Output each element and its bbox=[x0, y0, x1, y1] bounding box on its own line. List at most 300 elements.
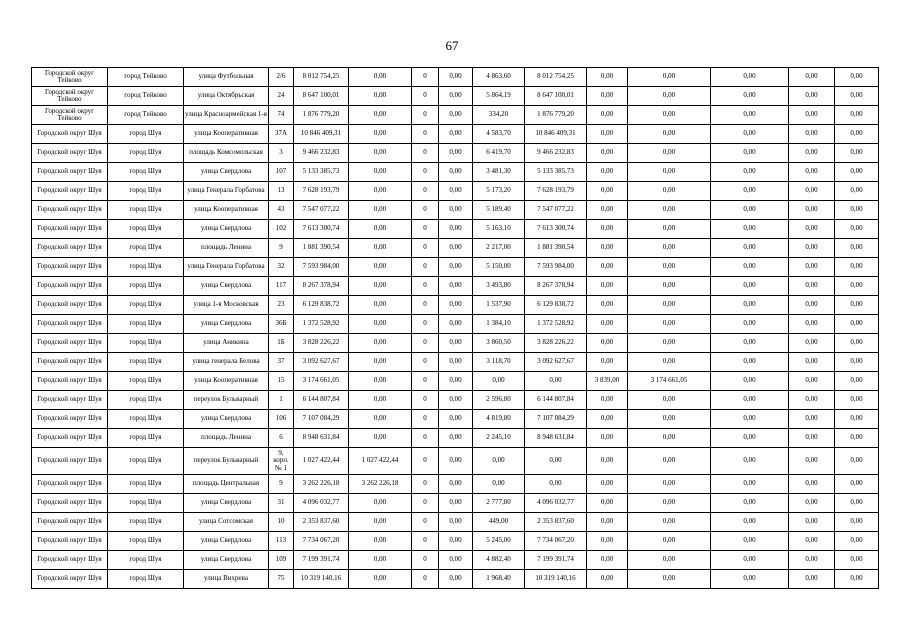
house-number-cell: 109 bbox=[269, 551, 294, 570]
area-col-5-cell: 449,00 bbox=[473, 513, 525, 532]
area-col-5-cell: 4 863,60 bbox=[473, 68, 525, 87]
area-col-5-cell: 2 245,10 bbox=[473, 429, 525, 448]
street-cell: улица Кооперативная bbox=[184, 201, 269, 220]
cost-col-8-cell: 0,00 bbox=[628, 570, 711, 589]
cost-col-2-cell: 0,00 bbox=[349, 106, 412, 125]
cost-col-10-cell: 0,00 bbox=[789, 106, 835, 125]
table-row bbox=[32, 513, 879, 532]
total-cost-cell: 2 353 837,60 bbox=[294, 513, 349, 532]
settlement-cell: город Шуя bbox=[108, 475, 184, 494]
settlement-cell: город Шуя bbox=[108, 391, 184, 410]
cost-col-4-cell: 0,00 bbox=[439, 372, 473, 391]
total-cost-cell: 4 096 032,77 bbox=[294, 494, 349, 513]
table-row bbox=[32, 106, 879, 125]
municipality-cell: Городской округ Шуя bbox=[32, 391, 108, 410]
cost-col-8-cell: 0,00 bbox=[628, 513, 711, 532]
street-cell: улица Кооперативная bbox=[184, 125, 269, 144]
cost-col-6-cell: 7 547 077,22 bbox=[525, 201, 587, 220]
cost-col-9-cell: 0,00 bbox=[711, 106, 789, 125]
cost-col-2-cell: 0,00 bbox=[349, 513, 412, 532]
house-number-cell: 24 bbox=[269, 87, 294, 106]
cost-col-11-cell: 0,00 bbox=[835, 163, 879, 182]
table-body bbox=[32, 68, 879, 589]
settlement-cell: город Шуя bbox=[108, 144, 184, 163]
cost-col-10-cell: 0,00 bbox=[789, 144, 835, 163]
area-col-5-cell: 3 860,50 bbox=[473, 334, 525, 353]
settlement-cell: город Шуя bbox=[108, 277, 184, 296]
municipality-cell: Городской округ Шуя bbox=[32, 201, 108, 220]
cost-col-4-cell: 0,00 bbox=[439, 296, 473, 315]
house-number-cell: 37А bbox=[269, 125, 294, 144]
page-number: 67 bbox=[445, 38, 459, 53]
house-number-cell: 74 bbox=[269, 106, 294, 125]
count-col-3-cell: 0 bbox=[412, 277, 439, 296]
settlement-cell: город Шуя bbox=[108, 182, 184, 201]
municipality-cell: Городской округ Шуя bbox=[32, 410, 108, 429]
table-row bbox=[32, 391, 879, 410]
cost-col-8-cell: 3 174 661,05 bbox=[628, 372, 711, 391]
cost-col-6-cell: 10 319 140,16 bbox=[525, 570, 587, 589]
settlement-cell: город Тейково bbox=[108, 106, 184, 125]
cost-col-4-cell: 0,00 bbox=[439, 334, 473, 353]
cost-col-6-cell: 3 828 226,22 bbox=[525, 334, 587, 353]
cost-col-9-cell: 0,00 bbox=[711, 125, 789, 144]
cost-col-10-cell: 0,00 bbox=[789, 182, 835, 201]
cost-col-11-cell: 0,00 bbox=[835, 201, 879, 220]
cost-col-11-cell: 0,00 bbox=[835, 258, 879, 277]
cost-col-8-cell: 0,00 bbox=[628, 106, 711, 125]
cost-col-10-cell: 0,00 bbox=[789, 296, 835, 315]
settlement-cell: город Шуя bbox=[108, 201, 184, 220]
total-cost-cell: 1 876 779,20 bbox=[294, 106, 349, 125]
cost-col-9-cell: 0,00 bbox=[711, 258, 789, 277]
municipality-cell: Городской округ Тейково bbox=[32, 87, 108, 106]
street-cell: площадь Ленина bbox=[184, 239, 269, 258]
house-number-cell: 32 bbox=[269, 258, 294, 277]
area-col-7-cell: 0,00 bbox=[587, 144, 628, 163]
settlement-cell: город Тейково bbox=[108, 87, 184, 106]
total-cost-cell: 3 262 226,18 bbox=[294, 475, 349, 494]
table-row bbox=[32, 353, 879, 372]
area-col-5-cell: 1 537,90 bbox=[473, 296, 525, 315]
cost-col-11-cell: 0,00 bbox=[835, 68, 879, 87]
total-cost-cell: 8 012 754,25 bbox=[294, 68, 349, 87]
area-col-7-cell: 0,00 bbox=[587, 353, 628, 372]
count-col-3-cell: 0 bbox=[412, 494, 439, 513]
total-cost-cell: 7 199 391,74 bbox=[294, 551, 349, 570]
cost-col-6-cell: 8 647 100,01 bbox=[525, 87, 587, 106]
area-col-5-cell: 5 173,20 bbox=[473, 182, 525, 201]
total-cost-cell: 3 092 627,67 bbox=[294, 353, 349, 372]
cost-col-6-cell: 4 096 032,77 bbox=[525, 494, 587, 513]
area-col-5-cell: 4 583,70 bbox=[473, 125, 525, 144]
cost-col-9-cell: 0,00 bbox=[711, 334, 789, 353]
count-col-3-cell: 0 bbox=[412, 87, 439, 106]
municipality-cell: Городской округ Шуя bbox=[32, 239, 108, 258]
cost-col-2-cell: 3 262 226,18 bbox=[349, 475, 412, 494]
street-cell: площадь Центральная bbox=[184, 475, 269, 494]
cost-col-2-cell: 0,00 bbox=[349, 532, 412, 551]
municipality-cell: Городской округ Тейково bbox=[32, 106, 108, 125]
cost-col-9-cell: 0,00 bbox=[711, 144, 789, 163]
cost-col-8-cell: 0,00 bbox=[628, 353, 711, 372]
cost-col-9-cell: 0,00 bbox=[711, 353, 789, 372]
cost-col-8-cell: 0,00 bbox=[628, 532, 711, 551]
house-number-cell: 2/6 bbox=[269, 68, 294, 87]
table-row bbox=[32, 182, 879, 201]
cost-col-6-cell: 1 881 390,54 bbox=[525, 239, 587, 258]
cost-col-2-cell: 0,00 bbox=[349, 494, 412, 513]
total-cost-cell: 9 466 232,83 bbox=[294, 144, 349, 163]
area-col-5-cell: 0,00 bbox=[473, 448, 525, 475]
cost-col-10-cell: 0,00 bbox=[789, 429, 835, 448]
area-col-5-cell: 334,20 bbox=[473, 106, 525, 125]
cost-col-4-cell: 0,00 bbox=[439, 532, 473, 551]
cost-col-9-cell: 0,00 bbox=[711, 201, 789, 220]
count-col-3-cell: 0 bbox=[412, 448, 439, 475]
street-cell: переулок Бульварный bbox=[184, 391, 269, 410]
table-row bbox=[32, 551, 879, 570]
house-number-cell: 23 bbox=[269, 296, 294, 315]
house-number-cell: 10 bbox=[269, 513, 294, 532]
cost-col-8-cell: 0,00 bbox=[628, 448, 711, 475]
area-col-7-cell: 0,00 bbox=[587, 334, 628, 353]
cost-col-11-cell: 0,00 bbox=[835, 532, 879, 551]
cost-col-9-cell: 0,00 bbox=[711, 494, 789, 513]
area-col-7-cell: 0,00 bbox=[587, 570, 628, 589]
cost-col-11-cell: 0,00 bbox=[835, 410, 879, 429]
cost-col-10-cell: 0,00 bbox=[789, 201, 835, 220]
cost-col-6-cell: 5 133 385,73 bbox=[525, 163, 587, 182]
cost-col-11-cell: 0,00 bbox=[835, 144, 879, 163]
municipality-cell: Городской округ Шуя bbox=[32, 372, 108, 391]
cost-col-11-cell: 0,00 bbox=[835, 239, 879, 258]
street-cell: улица Свердлова bbox=[184, 315, 269, 334]
cost-col-4-cell: 0,00 bbox=[439, 448, 473, 475]
cost-col-11-cell: 0,00 bbox=[835, 220, 879, 239]
cost-col-2-cell: 0,00 bbox=[349, 391, 412, 410]
cost-col-4-cell: 0,00 bbox=[439, 163, 473, 182]
table-row bbox=[32, 258, 879, 277]
house-number-cell: 113 bbox=[269, 532, 294, 551]
house-number-cell: 13 bbox=[269, 182, 294, 201]
housing-register-table bbox=[31, 67, 879, 589]
cost-col-4-cell: 0,00 bbox=[439, 125, 473, 144]
cost-col-4-cell: 0,00 bbox=[439, 551, 473, 570]
cost-col-4-cell: 0,00 bbox=[439, 494, 473, 513]
house-number-cell: 37 bbox=[269, 353, 294, 372]
total-cost-cell: 6 144 807,84 bbox=[294, 391, 349, 410]
municipality-cell: Городской округ Шуя bbox=[32, 494, 108, 513]
cost-col-6-cell: 2 353 837,60 bbox=[525, 513, 587, 532]
cost-col-6-cell: 1 372 528,92 bbox=[525, 315, 587, 334]
area-col-5-cell: 5 163,10 bbox=[473, 220, 525, 239]
total-cost-cell: 8 647 100,01 bbox=[294, 87, 349, 106]
municipality-cell: Городской округ Шуя bbox=[32, 125, 108, 144]
cost-col-4-cell: 0,00 bbox=[439, 429, 473, 448]
cost-col-2-cell: 0,00 bbox=[349, 570, 412, 589]
count-col-3-cell: 0 bbox=[412, 125, 439, 144]
area-col-5-cell: 5 150,00 bbox=[473, 258, 525, 277]
table-row bbox=[32, 201, 879, 220]
table-row bbox=[32, 239, 879, 258]
cost-col-10-cell: 0,00 bbox=[789, 570, 835, 589]
cost-col-4-cell: 0,00 bbox=[439, 201, 473, 220]
cost-col-11-cell: 0,00 bbox=[835, 334, 879, 353]
cost-col-11-cell: 0,00 bbox=[835, 513, 879, 532]
table-row bbox=[32, 570, 879, 589]
total-cost-cell: 6 129 838,72 bbox=[294, 296, 349, 315]
municipality-cell: Городской округ Шуя bbox=[32, 220, 108, 239]
area-col-5-cell: 5 864,19 bbox=[473, 87, 525, 106]
cost-col-2-cell: 0,00 bbox=[349, 201, 412, 220]
municipality-cell: Городской округ Шуя bbox=[32, 163, 108, 182]
cost-col-8-cell: 0,00 bbox=[628, 239, 711, 258]
cost-col-10-cell: 0,00 bbox=[789, 353, 835, 372]
cost-col-6-cell: 7 613 300,74 bbox=[525, 220, 587, 239]
cost-col-6-cell: 8 012 754,25 bbox=[525, 68, 587, 87]
settlement-cell: город Шуя bbox=[108, 410, 184, 429]
cost-col-2-cell: 0,00 bbox=[349, 277, 412, 296]
cost-col-9-cell: 0,00 bbox=[711, 570, 789, 589]
area-col-7-cell: 0,00 bbox=[587, 220, 628, 239]
cost-col-6-cell: 3 092 627,67 bbox=[525, 353, 587, 372]
cost-col-10-cell: 0,00 bbox=[789, 163, 835, 182]
cost-col-4-cell: 0,00 bbox=[439, 68, 473, 87]
cost-col-2-cell: 0,00 bbox=[349, 220, 412, 239]
table-row bbox=[32, 532, 879, 551]
count-col-3-cell: 0 bbox=[412, 68, 439, 87]
total-cost-cell: 1 372 528,92 bbox=[294, 315, 349, 334]
cost-col-2-cell: 0,00 bbox=[349, 372, 412, 391]
cost-col-8-cell: 0,00 bbox=[628, 258, 711, 277]
area-col-7-cell: 0,00 bbox=[587, 182, 628, 201]
area-col-7-cell: 0,00 bbox=[587, 201, 628, 220]
total-cost-cell: 10 319 140,16 bbox=[294, 570, 349, 589]
settlement-cell: город Шуя bbox=[108, 258, 184, 277]
area-col-7-cell: 0,00 bbox=[587, 551, 628, 570]
cost-col-8-cell: 0,00 bbox=[628, 475, 711, 494]
count-col-3-cell: 0 bbox=[412, 410, 439, 429]
municipality-cell: Городской округ Шуя bbox=[32, 429, 108, 448]
table-row bbox=[32, 494, 879, 513]
cost-col-9-cell: 0,00 bbox=[711, 315, 789, 334]
cost-col-11-cell: 0,00 bbox=[835, 296, 879, 315]
total-cost-cell: 8 948 631,84 bbox=[294, 429, 349, 448]
cost-col-2-cell: 0,00 bbox=[349, 258, 412, 277]
area-col-7-cell: 0,00 bbox=[587, 513, 628, 532]
count-col-3-cell: 0 bbox=[412, 144, 439, 163]
area-col-7-cell: 0,00 bbox=[587, 258, 628, 277]
street-cell: улица Вихрева bbox=[184, 570, 269, 589]
cost-col-2-cell: 0,00 bbox=[349, 410, 412, 429]
total-cost-cell: 1 027 422,44 bbox=[294, 448, 349, 475]
area-col-5-cell: 5 245,00 bbox=[473, 532, 525, 551]
municipality-cell: Городской округ Шуя bbox=[32, 296, 108, 315]
municipality-cell: Городской округ Шуя bbox=[32, 513, 108, 532]
count-col-3-cell: 0 bbox=[412, 353, 439, 372]
table-row bbox=[32, 429, 879, 448]
area-col-5-cell: 3 118,70 bbox=[473, 353, 525, 372]
count-col-3-cell: 0 bbox=[412, 391, 439, 410]
municipality-cell: Городской округ Шуя bbox=[32, 551, 108, 570]
cost-col-11-cell: 0,00 bbox=[835, 315, 879, 334]
table-row bbox=[32, 87, 879, 106]
cost-col-9-cell: 0,00 bbox=[711, 532, 789, 551]
count-col-3-cell: 0 bbox=[412, 163, 439, 182]
cost-col-4-cell: 0,00 bbox=[439, 277, 473, 296]
cost-col-9-cell: 0,00 bbox=[711, 475, 789, 494]
street-cell: улица Свердлова bbox=[184, 532, 269, 551]
area-col-7-cell: 3 839,00 bbox=[587, 372, 628, 391]
house-number-cell: 1 bbox=[269, 391, 294, 410]
table-row bbox=[32, 296, 879, 315]
total-cost-cell: 7 734 067,20 bbox=[294, 532, 349, 551]
cost-col-10-cell: 0,00 bbox=[789, 87, 835, 106]
cost-col-8-cell: 0,00 bbox=[628, 315, 711, 334]
settlement-cell: город Шуя bbox=[108, 315, 184, 334]
cost-col-2-cell: 0,00 bbox=[349, 353, 412, 372]
house-number-cell: 117 bbox=[269, 277, 294, 296]
total-cost-cell: 7 547 077,22 bbox=[294, 201, 349, 220]
count-col-3-cell: 0 bbox=[412, 106, 439, 125]
cost-col-2-cell: 0,00 bbox=[349, 144, 412, 163]
cost-col-4-cell: 0,00 bbox=[439, 353, 473, 372]
municipality-cell: Городской округ Шуя bbox=[32, 353, 108, 372]
municipality-cell: Городской округ Шуя bbox=[32, 258, 108, 277]
cost-col-10-cell: 0,00 bbox=[789, 391, 835, 410]
cost-col-4-cell: 0,00 bbox=[439, 391, 473, 410]
area-col-7-cell: 0,00 bbox=[587, 277, 628, 296]
cost-col-8-cell: 0,00 bbox=[628, 125, 711, 144]
house-number-cell: 15 bbox=[269, 372, 294, 391]
cost-col-6-cell: 6 129 838,72 bbox=[525, 296, 587, 315]
street-cell: переулок Бульварный bbox=[184, 448, 269, 475]
cost-col-2-cell: 0,00 bbox=[349, 239, 412, 258]
cost-col-11-cell: 0,00 bbox=[835, 429, 879, 448]
house-number-cell: 9, корп. № 1 bbox=[269, 448, 294, 475]
cost-col-9-cell: 0,00 bbox=[711, 182, 789, 201]
settlement-cell: город Шуя bbox=[108, 353, 184, 372]
area-col-7-cell: 0,00 bbox=[587, 475, 628, 494]
cost-col-9-cell: 0,00 bbox=[711, 429, 789, 448]
cost-col-10-cell: 0,00 bbox=[789, 532, 835, 551]
house-number-cell: 1Б bbox=[269, 334, 294, 353]
area-col-5-cell: 4 882,40 bbox=[473, 551, 525, 570]
cost-col-9-cell: 0,00 bbox=[711, 551, 789, 570]
cost-col-8-cell: 0,00 bbox=[628, 494, 711, 513]
area-col-7-cell: 0,00 bbox=[587, 494, 628, 513]
count-col-3-cell: 0 bbox=[412, 201, 439, 220]
cost-col-9-cell: 0,00 bbox=[711, 296, 789, 315]
cost-col-9-cell: 0,00 bbox=[711, 87, 789, 106]
cost-col-10-cell: 0,00 bbox=[789, 448, 835, 475]
cost-col-4-cell: 0,00 bbox=[439, 570, 473, 589]
street-cell: улица Октябрьская bbox=[184, 87, 269, 106]
cost-col-8-cell: 0,00 bbox=[628, 391, 711, 410]
area-col-7-cell: 0,00 bbox=[587, 68, 628, 87]
cost-col-2-cell: 0,00 bbox=[349, 315, 412, 334]
area-col-7-cell: 0,00 bbox=[587, 296, 628, 315]
settlement-cell: город Шуя bbox=[108, 125, 184, 144]
count-col-3-cell: 0 bbox=[412, 372, 439, 391]
total-cost-cell: 3 174 661,05 bbox=[294, 372, 349, 391]
cost-col-11-cell: 0,00 bbox=[835, 570, 879, 589]
count-col-3-cell: 0 bbox=[412, 315, 439, 334]
settlement-cell: город Шуя bbox=[108, 551, 184, 570]
cost-col-4-cell: 0,00 bbox=[439, 106, 473, 125]
settlement-cell: город Шуя bbox=[108, 296, 184, 315]
area-col-7-cell: 0,00 bbox=[587, 429, 628, 448]
cost-col-10-cell: 0,00 bbox=[789, 315, 835, 334]
table-row bbox=[32, 220, 879, 239]
cost-col-2-cell: 0,00 bbox=[349, 163, 412, 182]
count-col-3-cell: 0 bbox=[412, 258, 439, 277]
street-cell: улица Генерала Горбатова bbox=[184, 182, 269, 201]
area-col-7-cell: 0,00 bbox=[587, 448, 628, 475]
cost-col-11-cell: 0,00 bbox=[835, 182, 879, 201]
cost-col-8-cell: 0,00 bbox=[628, 68, 711, 87]
cost-col-6-cell: 0,00 bbox=[525, 372, 587, 391]
municipality-cell: Городской округ Шуя bbox=[32, 315, 108, 334]
area-col-7-cell: 0,00 bbox=[587, 125, 628, 144]
cost-col-6-cell: 7 628 193,79 bbox=[525, 182, 587, 201]
total-cost-cell: 3 828 226,22 bbox=[294, 334, 349, 353]
cost-col-9-cell: 0,00 bbox=[711, 372, 789, 391]
settlement-cell: город Шуя bbox=[108, 239, 184, 258]
cost-col-10-cell: 0,00 bbox=[789, 125, 835, 144]
count-col-3-cell: 0 bbox=[412, 532, 439, 551]
house-number-cell: 9 bbox=[269, 475, 294, 494]
total-cost-cell: 7 107 084,29 bbox=[294, 410, 349, 429]
area-col-5-cell: 2 217,00 bbox=[473, 239, 525, 258]
house-number-cell: 9 bbox=[269, 239, 294, 258]
area-col-5-cell: 6 419,70 bbox=[473, 144, 525, 163]
settlement-cell: город Шуя bbox=[108, 448, 184, 475]
area-col-5-cell: 1 384,10 bbox=[473, 315, 525, 334]
cost-col-6-cell: 6 144 807,84 bbox=[525, 391, 587, 410]
settlement-cell: город Шуя bbox=[108, 570, 184, 589]
cost-col-2-cell: 0,00 bbox=[349, 125, 412, 144]
count-col-3-cell: 0 bbox=[412, 475, 439, 494]
settlement-cell: город Шуя bbox=[108, 372, 184, 391]
cost-col-6-cell: 7 107 084,29 bbox=[525, 410, 587, 429]
settlement-cell: город Тейково bbox=[108, 68, 184, 87]
total-cost-cell: 7 628 193,79 bbox=[294, 182, 349, 201]
house-number-cell: 75 bbox=[269, 570, 294, 589]
settlement-cell: город Шуя bbox=[108, 220, 184, 239]
cost-col-4-cell: 0,00 bbox=[439, 410, 473, 429]
cost-col-2-cell: 1 027 422,44 bbox=[349, 448, 412, 475]
table-row bbox=[32, 125, 879, 144]
area-col-7-cell: 0,00 bbox=[587, 239, 628, 258]
cost-col-4-cell: 0,00 bbox=[439, 513, 473, 532]
street-cell: улица Свердлова bbox=[184, 494, 269, 513]
cost-col-10-cell: 0,00 bbox=[789, 551, 835, 570]
cost-col-9-cell: 0,00 bbox=[711, 163, 789, 182]
cost-col-2-cell: 0,00 bbox=[349, 551, 412, 570]
cost-col-9-cell: 0,00 bbox=[711, 68, 789, 87]
cost-col-4-cell: 0,00 bbox=[439, 220, 473, 239]
cost-col-10-cell: 0,00 bbox=[789, 410, 835, 429]
cost-col-10-cell: 0,00 bbox=[789, 277, 835, 296]
count-col-3-cell: 0 bbox=[412, 239, 439, 258]
total-cost-cell: 1 881 390,54 bbox=[294, 239, 349, 258]
cost-col-2-cell: 0,00 bbox=[349, 182, 412, 201]
cost-col-8-cell: 0,00 bbox=[628, 163, 711, 182]
cost-col-8-cell: 0,00 bbox=[628, 182, 711, 201]
area-col-5-cell: 2 777,80 bbox=[473, 494, 525, 513]
